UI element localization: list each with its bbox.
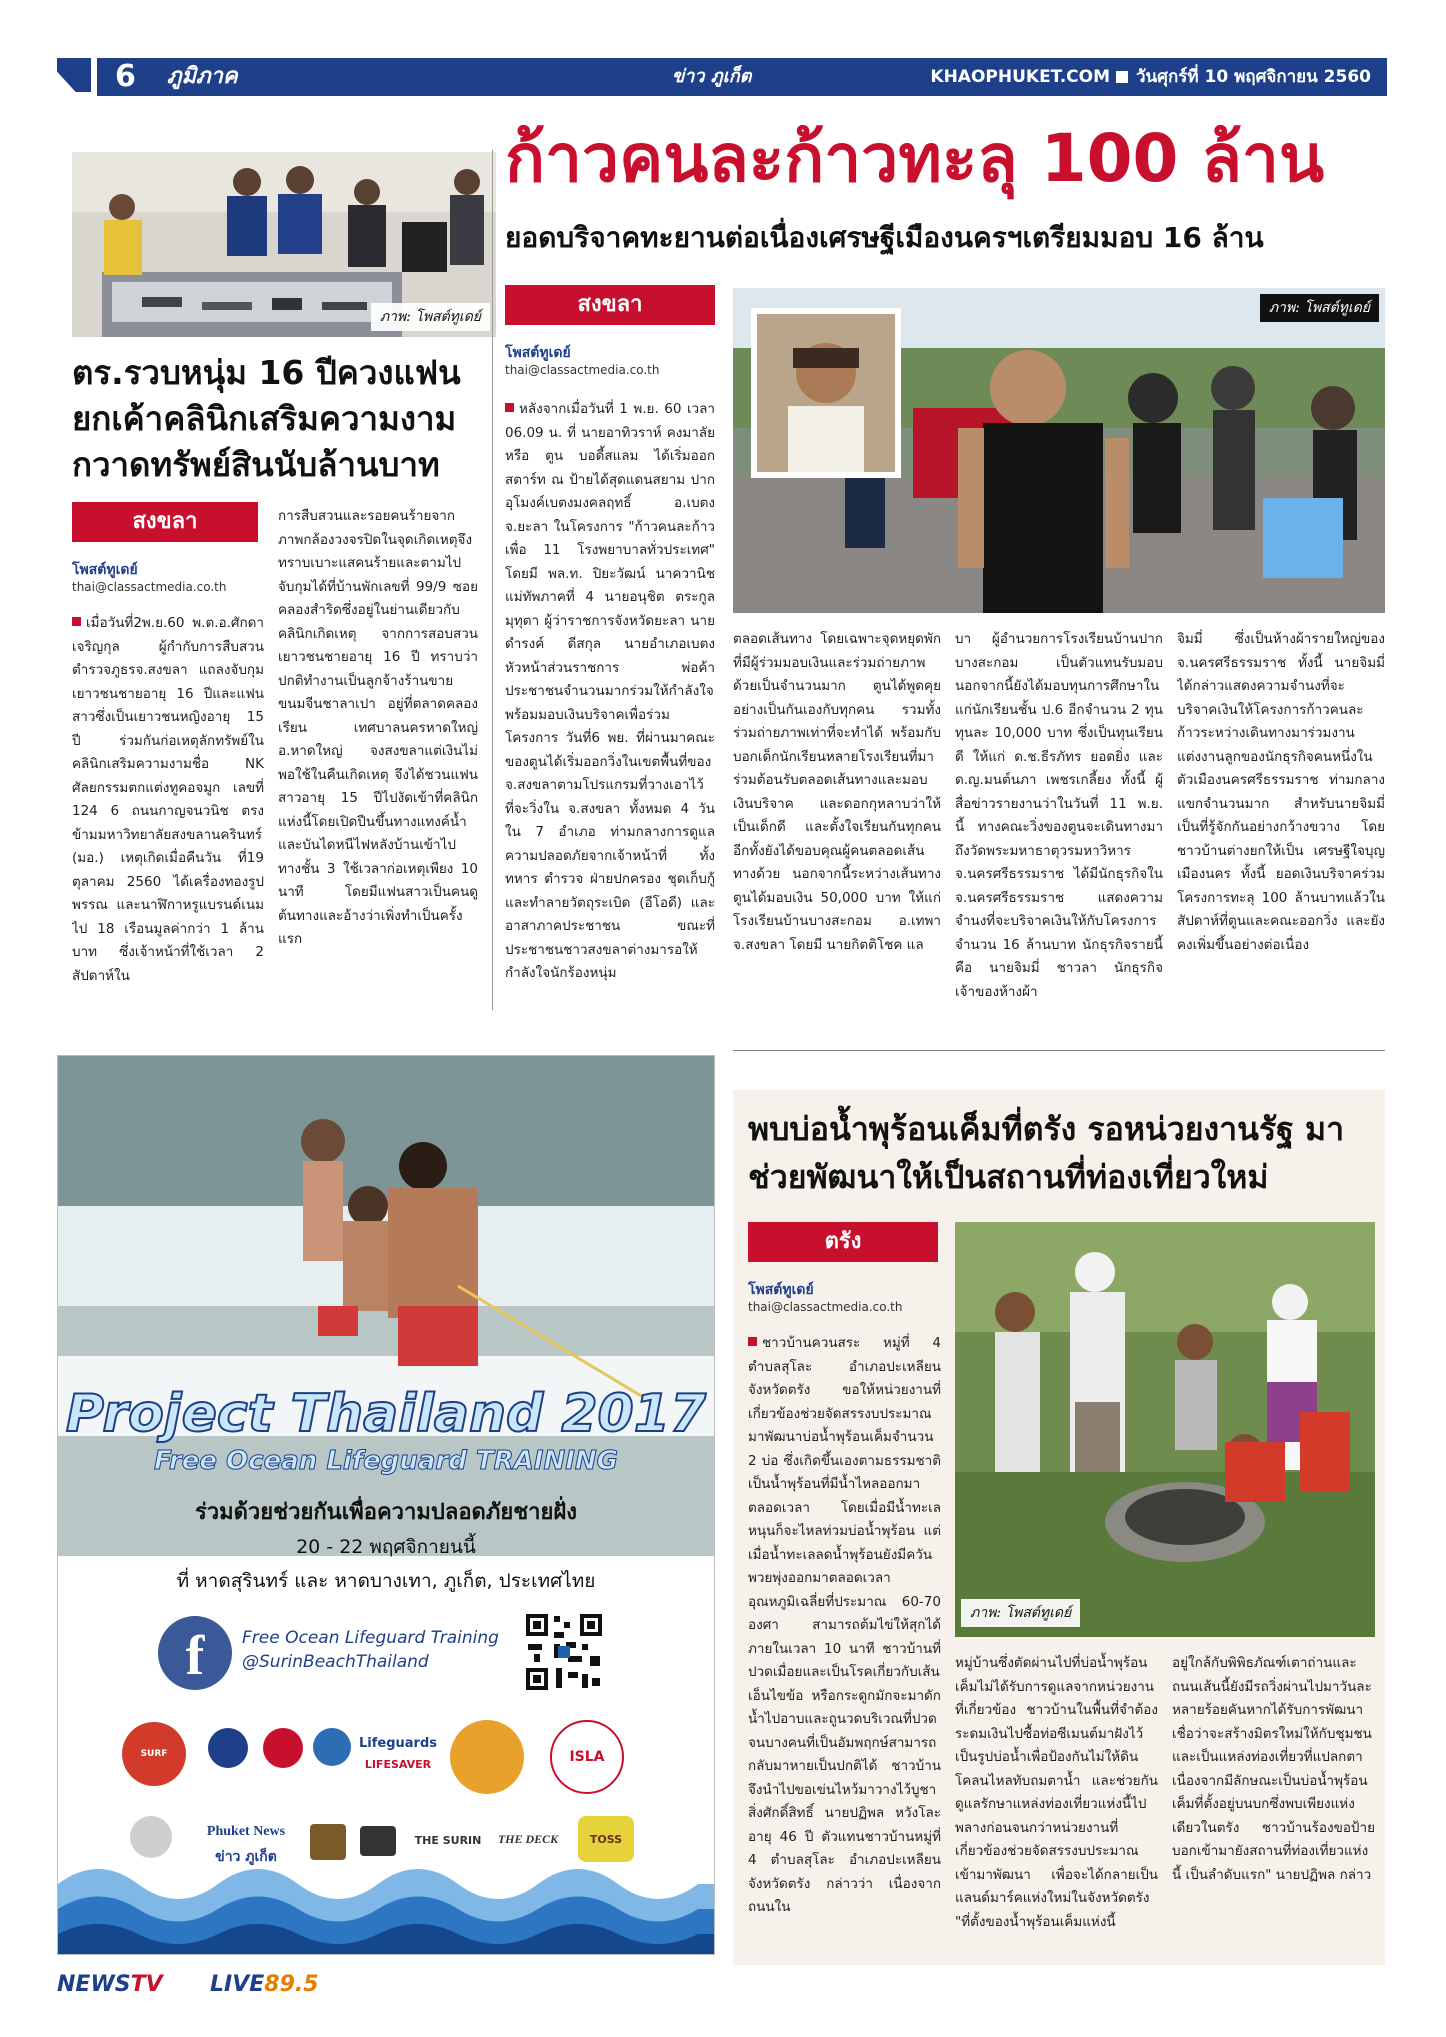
column-divider [492,150,493,1010]
ad-slogan: ร่วมด้วยช่วยกันเพื่อความปลอดภัยชายฝั่ง [194,1500,578,1525]
footer-live-label: LIVE [210,1972,265,1997]
story3-column-2: หมู่บ้านซึ่งตัดผ่านไปที่บ่อน้ำพุร้อนเค็มไม่ได้รับการดูแลจากหน่วยงานที่เกี่ยวข้อง ชาวบ้านในพื้นที่จำต้องระดมเงินไปซื้อท่อซีเมนต์มาฝังไว้เป็นรูปบ่อน้ำเพื่อป้องกันไม่ให้ดินโคลนไหลทับถมตาน้ำ และช่วยกันดูแลรักษาแหล่งท่องเที่ยวแห่งนี้ไปพลางก่อนจนกว่าหน่วยงานที่เกี่ยวข้องช่วยจัดสรรงบประมาณเข้ามาพัฒนา เพื่อจะได้กลายเป็นแลนด์มาร์คแห่งใหม่ในจังหวัดตรัง "ที่ตั้งของน้ำพุร้อนเค็มแห่งนี้ [955,1655,1158,1930]
header-corner-mark [57,58,91,92]
story1-photo [72,152,496,337]
lifesaver-logo: LIFESAVER [364,1758,432,1771]
story3-region-tag: ตรัง [748,1222,938,1262]
story2-headline: ก้าวคนละก้าวทะลุ 100 ล้าน [505,120,1325,197]
site-and-date [930,58,1371,96]
story1-column-2: การสืบสวนและรอยคนร้ายจากภาพกล้องวงจรปิดในจุดเกิดเหตุจึงทราบเบาะแสคนร้ายและตามไปจับกุมได้ที่บ้านพักเลขที่ 99/9 ซอยคลองสำริดซึ่งอยู่ในย่านเดียวกับคลินิกเกิดเหตุ จากการสอบสวนเยาวชนชายอายุ 16 ปี ทราบว่า ปกติทำงานเป็นลูกจ้างร้านขายขนมจีนชาลาเปา อยู่ที่ตลาดคลองเรียน เทศบาลนครหาดใหญ่ อ.หาดใหญ่ จงสงขลาแต่เงินไม่พอใช้ในคืนเกิดเหตุ จึงได้ชวนแฟนสาวอายุ 15 ปีไปงัดเข้าที่คลินิกแห่งนี้โดยเปิดปีนขึ้นทางแทงค์น้ำ และบันไดหนีไฟหลังบ้านเข้าไปทางชั้น 3 ใช้เวลาก่อเหตุเพียง 10 นาที โดยมีแฟนสาวเป็นคนดูต้นทางและอ้างว่าเพิ่งทำเป็นครั้งแรก [278,508,478,947]
story2-region-tag: สงขลา [505,285,715,325]
page-header [97,58,1387,96]
story2-column-3: บา ผู้อำนวยการโรงเรียนบ้านปากบางสะกอม เป็นตัวแทนรับมอบ นอกจากนี้ยังได้มอบทุนการศึกษาในแก่นักเรียนชั้น ป.6 อีกจำนวน 2 ทุน ทุนละ 10,000 บาท ซึ่งเป็นทุนเรียนดี ให้แก่ ด.ช.ธีรภัทร ยอดยิ่ง และ ด.ญ.มนต์นภา เพชรเกลี้ยง ทั้งนี้ ผู้สื่อข่าวรายงานว่าในวันที่ 11 พ.ย. นี้ ทางคณะวิ่งของตูนจะเดินทางมาถึงวัดพระมหาธาตุวรมหาวิหาร จ.นครศรีธรรมราช ได้มีนักธุรกิจใน จ.นครศรีธรรมราช แสดงความจำนงที่จะบริจาคเงินให้กับโครงการจำนวน 16 ล้านบาท นักธุรกิจรายนี้คือ นายจิมมี่ ชาวลา นักธุรกิจเจ้าของห้างผ้า [955,631,1163,1000]
ad-dates: 20 - 22 พฤศจิกายนนี้ [296,1536,476,1558]
khao-phuket-logo: ข่าว ภูเก็ต [215,1849,277,1865]
facebook-page-name[interactable]: Free Ocean Lifeguard Training [242,1628,499,1648]
section-name: ภูมิภาค [167,64,238,89]
photo-credit: ภาพ: โพสต์ทูเดย์ [961,1599,1080,1627]
story2-column-1: หลังจากเมื่อวันที่ 1 พ.ย. 60 เวลา 06.09 น. ที่ นายอาทิวราห์ คงมาลัย หรือ ตูน บอดี้สแลม ได้เริ่มออกสตาร์ท ณ ป้ายได้สุดแดนสยาม ปากอุโมงค์เบตงมงคลฤทธิ์ อ.เบตง จ.ยะลา ในโครงการ "ก้าวคนละก้าวเพื่อ 11 โรงพยาบาลทั่วประเทศ" โดยมี พล.ท. ปิยะวัฒน์ นาควานิช แม่ทัพภาคที่ 4 นายอนุชิต ตระกูลมุทุตา ผู้ว่าราชการจังหวัดยะลา นายดำรงค์ ดีสกุล นายอำเภอเบตง หัวหน้าส่วนราชการ พ่อค้า ประชาชนจำนวนมากร่วมให้กำลังใจพร้อมมอบเงินบริจาคเพื่อร่วมโครงการ วันที่6 พย. ที่ผ่านมาคณะของตูนได้เริ่มออกวิ่งในเขตพื้นที่ของจ.สงขลาตามโปรแกรมที่วางเอาไว้ ที่จะวิ่งใน จ.สงขลา ทั้งหมด 4 วัน ใน 7 อำเภอ ท่ามกลางการดูแลความปลอดภัยจากเจ้าหน้าที่ ทั้งทหาร ตำรวจ ฝ่ายปกครอง ชุดเก็บกู้และทำลายวัตถุระเบิด (อีโอดี) และ อาสาภาคประชาชน ขณะที่ประชาชนชาวสงขลาต่างมารอให้กำลังใจนักร้องหนุ่ม [505,401,715,981]
shield-logo-icon [208,1728,248,1768]
crest-icon [313,1728,351,1766]
story3-headline: พบบ่อน้ำพุร้อนเค็มที่ตรัง รอหน่วยงานรัฐ มาช่วยพัฒนาให้เป็นสถานที่ท่องเที่ยวใหม่ [748,1110,1345,1196]
byline-email[interactable]: thai@classactmedia.co.th [748,1300,903,1314]
story1-column-1: เมื่อวันที่2พ.ย.60 พ.ต.อ.ศักดา เจริญกุล ผู้กำกับการสืบสวนตำรวจภูธรจ.สงขลา แถลงจับกุมเยาวชนชายอายุ 16 ปีและแฟนสาวซึ่งเป็นเยาวชนหญิงอายุ 15 ปี ร่วมกันก่อเหตุลักทรัพย์ในคลินิกเสริมความงามชื่อ NK ศัลยกรรมตกแต่งทูคอจมูก เลขที่ 124 6 ถนนกาญจนวนิช ตรงข้ามมหาวิทยาลัยสงขลานครินทร์ (มอ.) เหตุเกิดเมื่อคืนวัน ที่19 ตุลาคม 2560 ได้เครื่องทองรูปพรรณ และนาฬิกาหรูแบรนด์เนมไป 18 เรือนมูลค่ากว่า 1 ล้านบาท ซึ่งเจ้าหน้าที่ใช้เวลา 2 สัปดาห์ใน [72,615,264,984]
lead-marker-icon [505,403,514,412]
lifeguard-advertisement [57,1055,715,1955]
website[interactable]: KHAOPHUKET.COM [930,67,1110,87]
toss-logo-icon: TOSS [578,1816,634,1862]
byline-name: โพสต์ทูเดย์ [72,562,138,578]
wave-border [58,1844,714,1954]
story2-byline [505,345,725,379]
footer-live-radio-logo [210,1972,319,1997]
byline-email[interactable]: thai@classactmedia.co.th [72,580,227,594]
story2-column-4: จิมมี่ ซึ่งเป็นห้างผ้ารายใหญ่ของ จ.นครศรีธรรมราช ทั้งนี้ นายจิมมี่ ได้กล่าวแสดงความจำนงที่จะบริจาคเงินให้โครงการก้าวคนละก้าวระหว่างเดินทางมาร่วมงานแต่งงานลูกของนักธุรกิจคนหนึ่งในตัวเมืองนครศรีธรรมราช ท่ามกลางแขกจำนวนมาก สำหรับนายจิมมี่เป็นที่รู้จักกันอย่างกว้างขวาง โดยชาวบ้านต่างยกให้เป็น เศรษฐีใจบุญเมืองนคร ทั้งนี้ ยอดเงินบริจาคร่วมโครงการทะลุ 100 ล้านบาทแล้วในสัปดาห์ที่ตูนและคณะออกวิ่ง และยังคงเพิ่มขึ้นอย่างต่อเนื่อง [1177,631,1385,953]
story3-byline [748,1282,948,1316]
ad-venue: ที่ หาดสุรินทร์ และ หาดบางเทา, ภูเก็ต, ประเทศไทย [176,1570,596,1592]
footer-tv-label: TV [130,1972,163,1997]
lead-marker-icon [748,1337,757,1346]
facebook-icon[interactable]: f [158,1616,232,1690]
the-deck-logo: THE DECK [497,1832,559,1846]
qr-code-icon[interactable] [524,1612,604,1692]
runner-photo [733,288,1385,613]
story3-photo [955,1222,1375,1637]
lifeguard-emblem-icon [263,1728,303,1768]
story2-photo [733,288,1385,613]
footer-news-tv-logo [57,1972,163,1997]
story3-column-1: ชาวบ้านควนสระ หมู่ที่ 4 ตำบลสุโละ อำเภอปะเหลียน จังหวัดตรัง ขอให้หน่วยงานที่เกี่ยวข้องช่วยจัดสรรงบประมาณมาพัฒนาบ่อน้ำพุร้อนเค็มจำนวน 2 บ่อ ซึ่งเกิดขึ้นเองตามธรรมชาติเป็นน้ำพุร้อนที่มีน้ำไหลออกมาตลอดเวลา โดยเมื่อมีน้ำทะเลหนุนก็จะไหลท่วมบ่อน้ำพุร้อน แต่เมื่อน้ำทะเลลดน้ำพุร้อนยังมีควันพวยพุ่งออกมาตลอดเวลา อุณหภูมิเฉลี่ยที่ประมาณ 60-70 องศา สามารถต้มไข่ให้สุกได้ภายในเวลา 10 นาที ชาวบ้านที่ปวดเมื่อยและเป็นโรคเกี่ยวกับเส้นเอ็นไขข้อ หรือกระดูกมักจะมาดักน้ำไปอาบและถูนวดบริเวณที่ปวด จนบางคนที่เป็นอัมพฤกษ์สามารถกลับมาหายเป็นปกติได้ ชาวบ้านจึงนำไปขอเข่นไหว้มาวางไว้บูชาสิ่งศักดิ์สิทธิ์ นายปฏิพล หวังโละ อายุ 46 ปี ตัวแทนชาวบ้านหมู่ที่ 4 ตำบลสุโละ อำเภอปะเหลียน จังหวัดตรัง กล่าวว่า เนื่องจากถนนใน [748,1335,941,1915]
ad-title: Project Thailand 2017 [65,1384,707,1444]
facebook-page-info [242,1626,512,1674]
page-number: 6 [115,59,136,94]
story1-region-tag: สงขลา [72,502,258,542]
issue-date: วันศุกร์ที่ 10 พฤศจิกายน 2560 [1136,67,1371,87]
photo-credit: ภาพ: โพสต์ทูเดย์ [1260,294,1379,322]
masthead-logo: ข่าว ภูเก็ต [672,66,752,87]
footer-fm-label: 89.5 [264,1972,319,1997]
byline-email[interactable]: thai@classactmedia.co.th [505,363,660,377]
section-divider [733,1050,1385,1051]
hot-spring-photo [955,1222,1375,1637]
footer-news-label: NEWS [57,1972,131,1997]
handshake-logo-icon [450,1720,524,1794]
lead-marker-icon [72,617,81,626]
story3-column-3: อยู่ใกล้กับพิพิธภัณฑ์เตาถ่านและถนนเส้นนี้ยังมีรถวิ่งผ่านไปมาวันละหลายร้อยคันหากได้รับการพัฒนาเชื่อว่าจะสร้างมิตรใหม่ให้กับชุมชน และเป็นแหล่งท่องเที่ยวที่แปลกตา เนื่องจากมีลักษณะเป็นบ่อน้ำพุร้อนเค็มที่ตั้งอยู่บนบกซึ่งพบเพียงแห่งเดียวในตรัง ชาวบ้านร้องขอป้ายบอกเข้ามายังสถานที่ท่องเที่ยวแห่งนี้ เป็นลำดับแรก" นายปฏิพล กล่าว [1172,1655,1375,1883]
phuket-news-logo: Phuket News [206,1824,286,1839]
facebook-handle[interactable]: @SurinBeachThailand [242,1652,429,1672]
isla-logo-icon: ISLA [550,1720,624,1794]
the-surin-logo: THE SURIN [414,1834,482,1847]
story2-column-2: ตลอดเส้นทาง โดยเฉพาะจุดหยุดพักที่มีผู้ร่วมมอบเงินและร่วมถ่ายภาพด้วยเป็นจำนวนมาก ตูนได้พูดคุยอย่างเป็นกันเองกับทุกคน รวมทั้งร่วมถ่ายภาพเท่าที่จะทำได้ พร้อมกับบอกเด็กนักเรียนหลายโรงเรียนที่มาร่วมต้อนรับตลอดเส้นทางและมอบเงินบริจาค และดอกกุหลาบว่าให้เป็นเด็กดี และตั้งใจเรียนกันทุกคน อีกทั้งยังได้ขอบคุณผู้คนตลอดเส้นทางด้วย นอกจากนี้ระหว่างเส้นทางตูนได้มอบเงิน 50,000 บาท ให้แก่โรงเรียนบ้านบางสะกอม อ.เทพา จ.สงขลา โดยมี นายกิตติโชค แล [733,631,941,953]
surf-rescue-photo [58,1056,714,1556]
separator-square-icon [1116,71,1128,83]
byline-name: โพสต์ทูเดย์ [505,345,571,361]
story1-headline: ตร.รวบหนุ่ม 16 ปีควงแฟน ยกเค้าคลินิกเสริมความงาม กวาดทรัพย์สินนับล้านบาท [72,353,461,484]
surf-club-logo-icon: SURF [122,1722,186,1786]
ad-subtitle: Free Ocean Lifeguard TRAINING [154,1446,618,1476]
byline-name: โพสต์ทูเดย์ [748,1282,814,1298]
story1-byline [72,562,272,596]
story2-subheadline: ยอดบริจาคทะยานต่อเนื่องเศรษฐีเมืองนครฯเตรียมมอบ 16 ล้าน [505,221,1264,254]
lifeguards-logo: Lifeguards [359,1736,437,1751]
photo-credit: ภาพ: โพสต์ทูเดย์ [371,303,490,331]
